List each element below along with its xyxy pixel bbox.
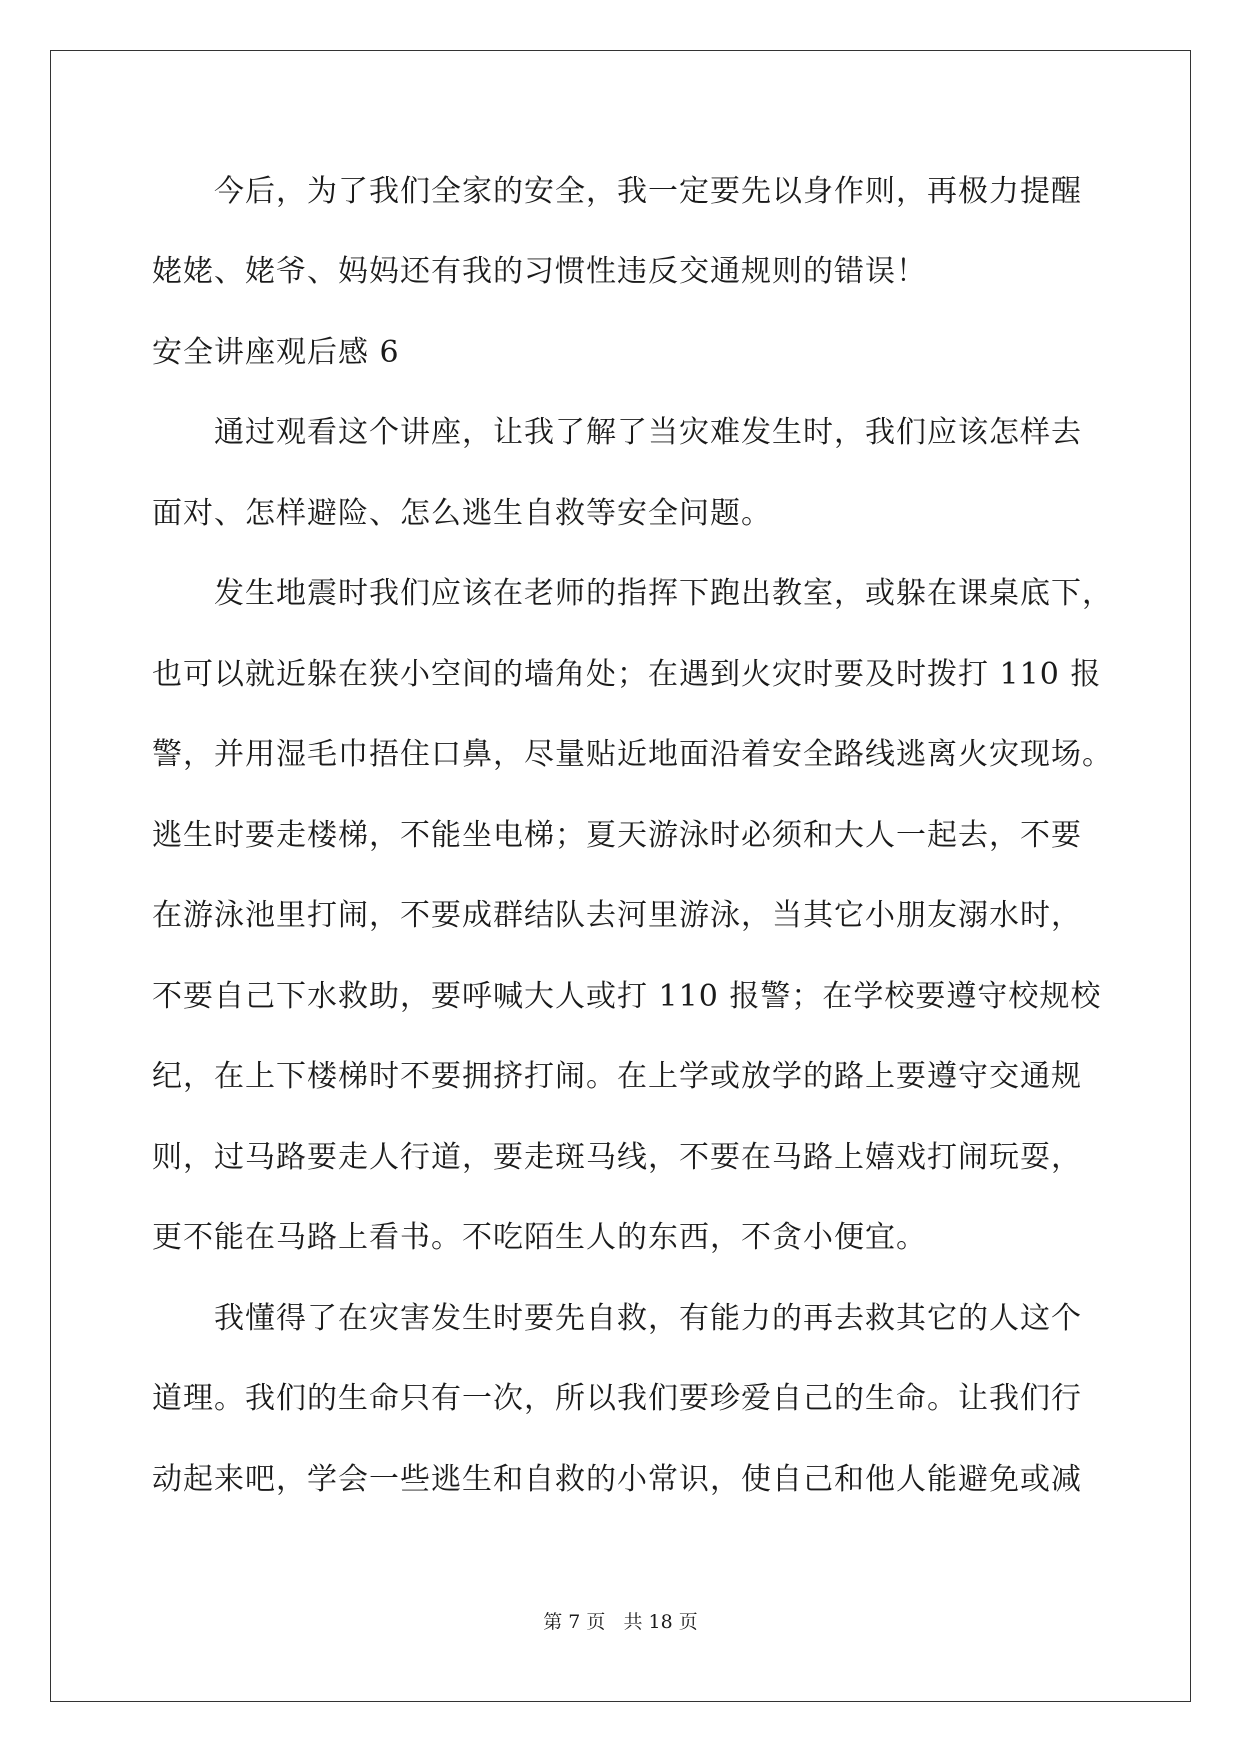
- paragraph-line: 不要自己下水救助，要呼喊大人或打 110 报警；在学校要遵守校规校: [152, 979, 1102, 1014]
- paragraph-line: 面对、怎样避险、怎么逃生自救等安全问题。: [152, 496, 772, 531]
- paragraph-line: 我懂得了在灾害发生时要先自救，有能力的再去救其它的人这个: [214, 1301, 1082, 1336]
- paragraph-line: 通过观看这个讲座，让我了解了当灾难发生时，我们应该怎样去: [214, 415, 1082, 450]
- paragraph-line: 姥姥、姥爷、妈妈还有我的习惯性违反交通规则的错误！: [152, 254, 927, 289]
- paragraph-line: 也可以就近躲在狭小空间的墙角处；在遇到火灾时要及时拨打 110 报: [152, 657, 1102, 692]
- section-heading: 安全讲座观后感 6: [152, 335, 400, 370]
- paragraph-line: 在游泳池里打闹，不要成群结队去河里游泳，当其它小朋友溺水时，: [152, 898, 1082, 933]
- paragraph-line: 发生地震时我们应该在老师的指挥下跑出教室，或躲在课桌底下，: [214, 576, 1113, 611]
- paragraph-line: 警，并用湿毛巾捂住口鼻，尽量贴近地面沿着安全路线逃离火灾现场。: [152, 737, 1113, 772]
- paragraph-line: 更不能在马路上看书。不吃陌生人的东西，不贪小便宜。: [152, 1220, 927, 1255]
- paragraph-line: 纪，在上下楼梯时不要拥挤打闹。在上学或放学的路上要遵守交通规: [152, 1059, 1082, 1094]
- paragraph-line: 今后，为了我们全家的安全，我一定要先以身作则，再极力提醒: [214, 174, 1082, 209]
- page-total: 共 18 页: [623, 1611, 698, 1633]
- paragraph-line: 逃生时要走楼梯，不能坐电梯；夏天游泳时必须和大人一起去，不要: [152, 818, 1082, 853]
- page-number: 第 7 页: [543, 1611, 606, 1633]
- page-border: [50, 50, 1191, 1702]
- paragraph-line: 则，过马路要走人行道，要走斑马线，不要在马路上嬉戏打闹玩耍，: [152, 1140, 1082, 1175]
- page-footer: [0, 1610, 1241, 1634]
- paragraph-line: 道理。我们的生命只有一次，所以我们要珍爱自己的生命。让我们行: [152, 1381, 1082, 1416]
- paragraph-line: 动起来吧，学会一些逃生和自救的小常识，使自己和他人能避免或减: [152, 1462, 1082, 1497]
